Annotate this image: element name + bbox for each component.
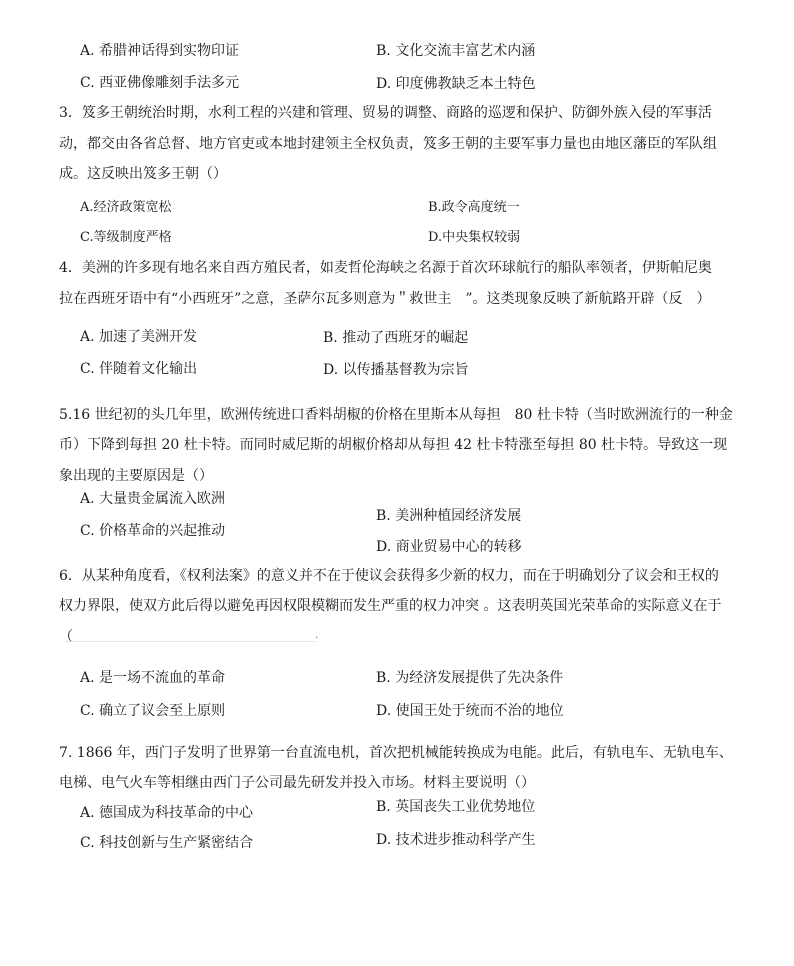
q3-stem-line-3: 成。这反映出笈多王朝（） — [59, 166, 227, 182]
q3-option-c: C.等级制度严格 — [80, 230, 172, 245]
answer-blank — [66, 640, 316, 642]
q6-option-c: C. 确立了议会至上原则 — [80, 703, 226, 719]
q4-option-d: D. 以传播基督教为宗旨 — [323, 362, 469, 378]
q7-stem-line-1: 7. 1866 年，西门子发明了世界第一台直流电机，首次把机械能转换成为电能。此后，有轨电车、无轨电车、 — [59, 745, 733, 761]
q5-option-b: B. 美洲种植园经济发展 — [376, 508, 522, 524]
q3-option-a: A.经济政策宽松 — [80, 200, 172, 215]
q2-option-b: B. 文化交流丰富艺术内涵 — [376, 43, 536, 59]
q5-stem-line-2: 币）下降到每担 20 杜卡特。而同时威尼斯的胡椒价格却从每担 42 杜卡特涨至每担 80 杜卡特。导致这一现 — [59, 437, 728, 453]
q5-option-c: C. 价格革命的兴起推动 — [80, 523, 226, 539]
q3-stem-line-2: 动，都交由各省总督、地方官吏或本地封建领主全权负责，笈多王朝的主要军事力量也由地区藩臣的军队组 — [59, 136, 717, 152]
q2-option-c: C. 西亚佛像雕刻手法多元 — [80, 75, 240, 91]
q6-stem-line-2: 权力界限，使双方此后得以避免再因权限模糊而发生严重的权力冲突 。这表明英国光荣革命的实际意义在于 — [59, 598, 722, 614]
q3-option-b: B.政令高度统一 — [428, 200, 520, 215]
q7-option-a: A. 德国成为科技革命的中心 — [80, 805, 254, 821]
q6-stem-line-1: 6．从某种角度看，《权利法案》的意义并不在于使议会获得多少新的权力，而在于明确划分了议会和王权的 — [59, 568, 719, 584]
q5-stem-line-3: 象出现的主要原因是（） — [59, 468, 213, 484]
q6-option-b: B. 为经济发展提供了先决条件 — [376, 670, 564, 686]
q5-option-d: D. 商业贸易中心的转移 — [376, 539, 522, 555]
q2-option-a: A. 希腊神话得到实物印证 — [80, 43, 240, 59]
q3-option-d: D.中央集权较弱 — [428, 230, 521, 245]
q3-stem-line-1: 3．笈多王朝统治时期，水利工程的兴建和管理、贸易的调整、商路的巡逻和保护、防御外族入侵的军事活 — [59, 105, 712, 121]
q6-stem-line-3: （ — [59, 629, 73, 645]
q2-option-d: D. 印度佛教缺乏本土特色 — [376, 76, 536, 92]
q6-option-d: D. 使国王处于统而不治的地位 — [376, 703, 564, 719]
q4-option-b: B. 推动了西班牙的崛起 — [323, 330, 469, 346]
q6-option-a: A. 是一场不流血的革命 — [80, 670, 226, 686]
scan-dot: · — [315, 633, 319, 644]
q7-stem-line-2: 电梯、电气火车等相继由西门子公司最先研发并投入市场。材料主要说明（） — [59, 775, 535, 791]
q4-stem-line-2: 拉在西班牙语中有“小西班牙”之意，圣萨尔瓦多则意为＂救世主 ”。这类现象反映了新航路开辟（反 ） — [59, 291, 711, 307]
q4-stem-line-1: 4．美洲的许多现有地名来自西方殖民者，如麦哲伦海峡之名源于首次环球航行的船队率领者，伊斯帕尼奥 — [59, 260, 712, 276]
q5-option-a: A. 大量贵金属流入欧洲 — [80, 491, 226, 507]
q7-option-c: C. 科技创新与生产紧密结合 — [80, 835, 254, 851]
q4-option-a: A. 加速了美洲开发 — [80, 329, 198, 345]
q5-stem-line-1: 5.16 世纪初的头几年里，欧洲传统进口香料胡椒的价格在里斯本从每担 80 杜卡特（当时欧洲流行的一种金 — [59, 407, 733, 423]
q7-option-d: D. 技术进步推动科学产生 — [376, 832, 536, 848]
q7-option-b: B. 英国丧失工业优势地位 — [376, 799, 536, 815]
q4-option-c: C. 伴随着文化输出 — [80, 361, 198, 377]
